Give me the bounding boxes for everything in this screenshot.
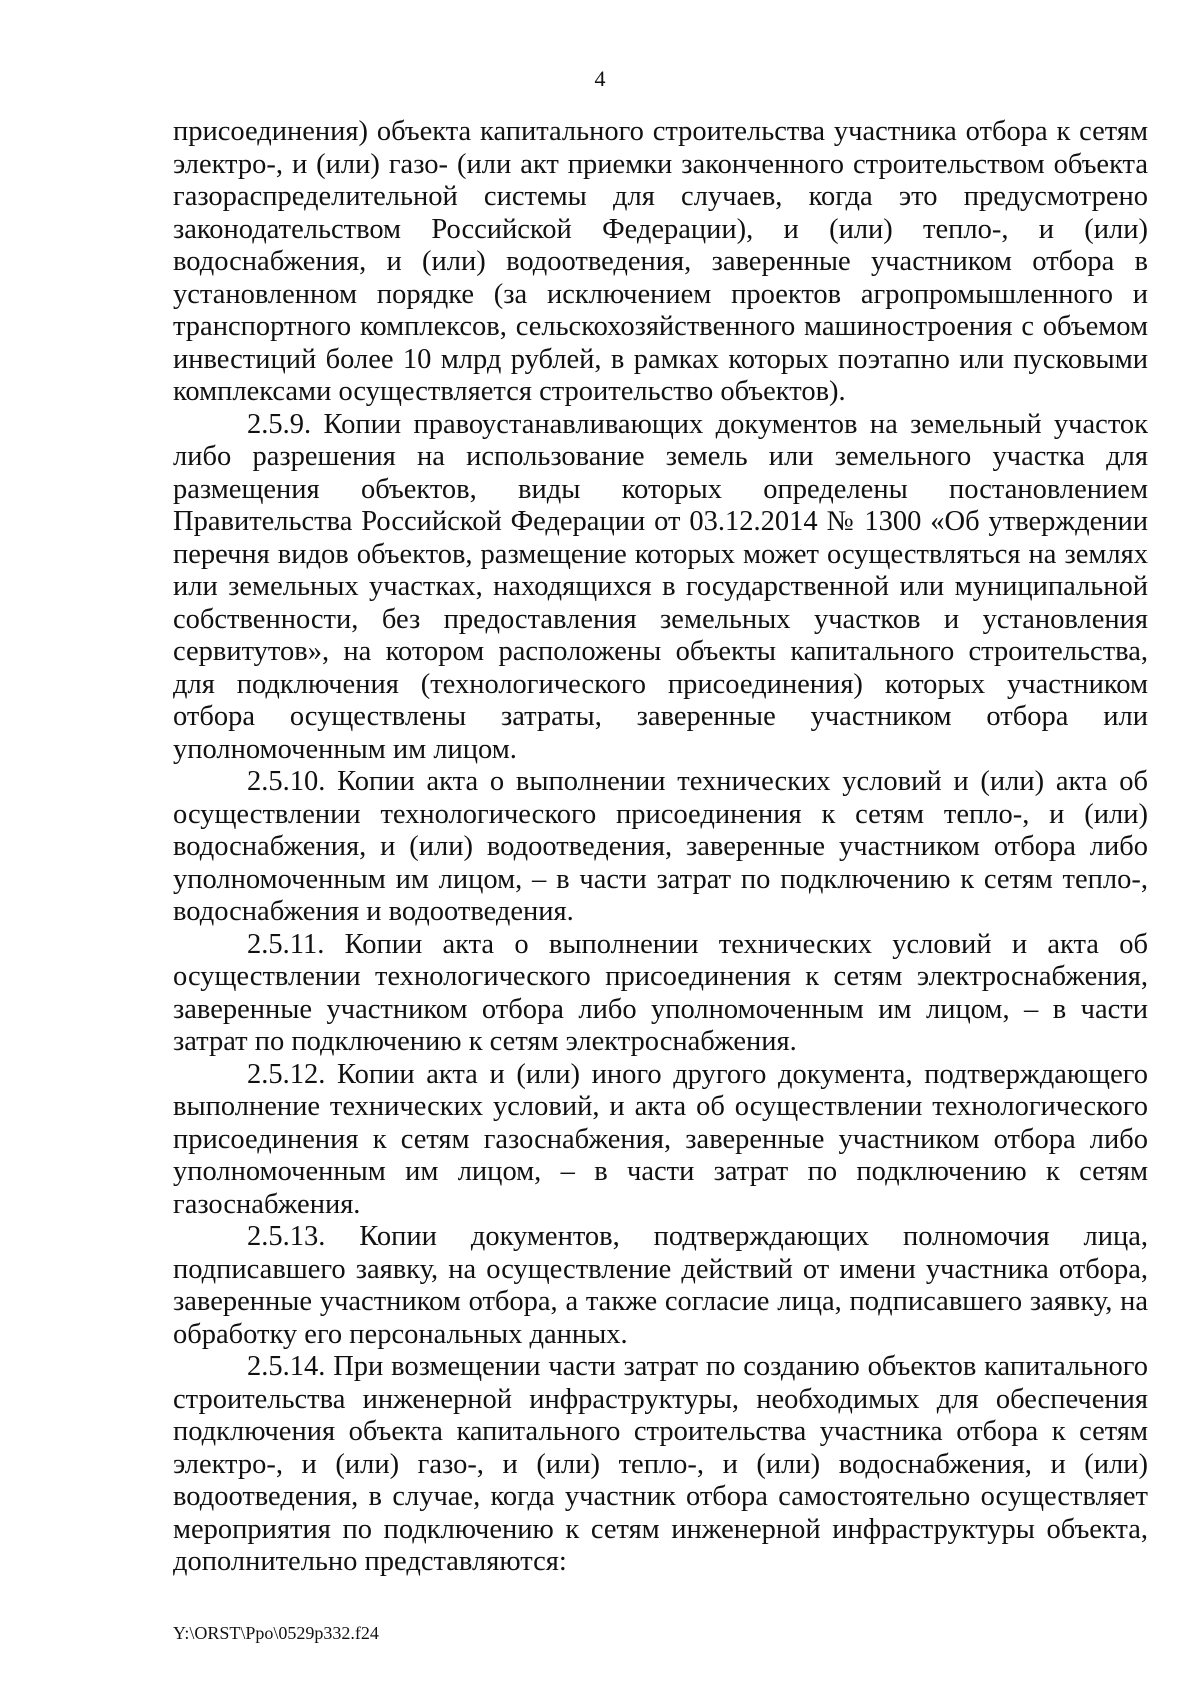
paragraph-2-5-9: 2.5.9. Копии правоустанавливающих документов на земельный участок либо разрешения на использование земель или земельного участка для размещения объектов, виды которых определены постановлением Правительства Российской Федерации от 03.12.2014 № 1300 «Об утверждении перечня видов объектов, размещение которых может осуществляться на землях или земельных участках, находящихся в государственной или муниципальной собственности, без предоставления земельных участков и установления сервитутов», на котором расположены объекты капитального строительства, для подключения (технологического присоединения) которых участником отбора осуществлены затраты, заверенные участником отбора или уполномоченным им лицом. [173,408,1148,765]
paragraph-continuation: присоединения) объекта капитального строительства участника отбора к сетям электро-, и (или) газо- (или акт приемки законченного строительством объекта газораспределительной системы для случаев, когда это предусмотрено законодательством Российской Федерации), и (или) тепло-, и (или) водоснабжения, и (или) водоотведения, заверенные участником отбора в установленном порядке (за исключением проектов агропромышленного и транспортного комплексов, сельскохозяйственного машиностроения с объемом инвестиций более 10 млрд рублей, в рамках которых поэтапно или пусковыми комплексами осуществляется строительство объектов). [173,116,1148,407]
paragraph-2-5-11: 2.5.11. Копии акта о выполнении технических условий и акта об осуществлении технологического присоединения к сетям электроснабжения, заверенные участником отбора либо уполномоченным им лицом, – в части затрат по подключению к сетям электроснабжения. [173,928,1148,1057]
page-number: 4 [594,66,606,91]
paragraph-2-5-12: 2.5.12. Копии акта и (или) иного другого документа, подтверждающего выполнение технических условий, и акта об осуществлении технологического присоединения к сетям газоснабжения, заверенные участником отбора либо уполномоченным им лицом, – в части затрат по подключению к сетям газоснабжения. [173,1058,1148,1220]
paragraph-2-5-14: 2.5.14. При возмещении части затрат по созданию объектов капитального строительства инженерной инфраструктуры, необходимых для обеспечения подключения объекта капитального строительства участника отбора к сетям электро-, и (или) газо-, и (или) тепло-, и (или) водоснабжения, и (или) водоотведения, в случае, когда участник отбора самостоятельно осуществляет мероприятия по подключению к сетям инженерной инфраструктуры объекта, дополнительно представляются: [173,1351,1148,1577]
document-body [173,116,1148,1579]
footer-file-path: Y:\ORST\Ppo\0529p332.f24 [173,1623,379,1643]
paragraph-2-5-10: 2.5.10. Копии акта о выполнении технических условий и (или) акта об осуществлении технологического присоединения к сетям тепло-, и (или) водоснабжения, и (или) водоотведения, заверенные участником отбора либо уполномоченным им лицом, – в части затрат по подключению к сетям тепло-, водоснабжения и водоотведения. [173,766,1148,927]
paragraph-2-5-13: 2.5.13. Копии документов, подтверждающих полномочия лица, подписавшего заявку, на осуществление действий от имени участника отбора, заверенные участником отбора, а также согласие лица, подписавшего заявку, на обработку его персональных данных. [173,1221,1148,1350]
